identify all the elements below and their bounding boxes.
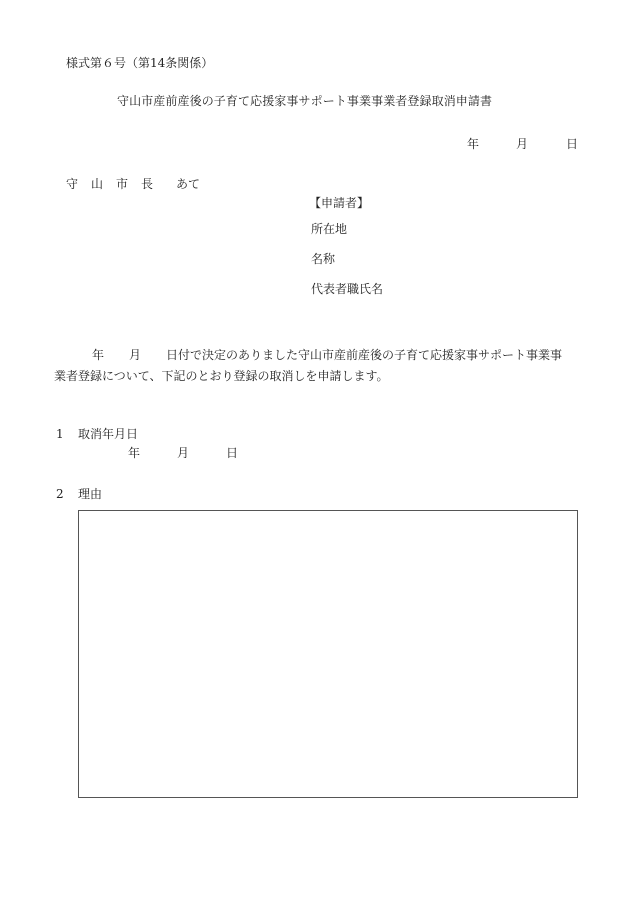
- header-date-year: 年: [467, 137, 480, 151]
- item-2-label: 理由: [78, 487, 103, 501]
- body-year: 年: [92, 348, 105, 362]
- header-date-day: 日: [566, 137, 579, 151]
- addressee-char: 長: [141, 177, 154, 191]
- addressee-char: 守: [66, 177, 79, 191]
- item-1-date-month: 月: [177, 446, 190, 460]
- body-month: 月: [129, 348, 142, 362]
- addressee-suffix: あて: [176, 177, 201, 191]
- addressee-char: 山: [91, 177, 104, 191]
- item-1-label: 取消年月日: [78, 427, 139, 441]
- form-number: 様式第６号（第14条関係）: [66, 56, 214, 70]
- applicant-name-label: 名称: [311, 252, 336, 266]
- item-1-number: 1: [56, 427, 64, 441]
- applicant-address-label: 所在地: [311, 222, 348, 236]
- applicant-representative-label: 代表者職氏名: [311, 282, 384, 296]
- addressee-char: 市: [116, 177, 129, 191]
- body-paragraph-line2: 業者登録について、下記のとおり登録の取消しを申請します。: [54, 369, 389, 383]
- header-date-month: 月: [516, 137, 529, 151]
- item-1-date-day: 日: [226, 446, 239, 460]
- item-2-number: 2: [56, 487, 64, 501]
- applicant-heading: 【申請者】: [309, 196, 370, 210]
- document-title: 守山市産前産後の子育て応援家事サポート事業事業者登録取消申請書: [117, 94, 493, 108]
- body-line1-text: 日付で決定のありました守山市産前産後の子育て応援家事サポート事業事: [166, 348, 563, 362]
- item-1-date-year: 年: [128, 446, 141, 460]
- reason-input-box[interactable]: [78, 510, 578, 798]
